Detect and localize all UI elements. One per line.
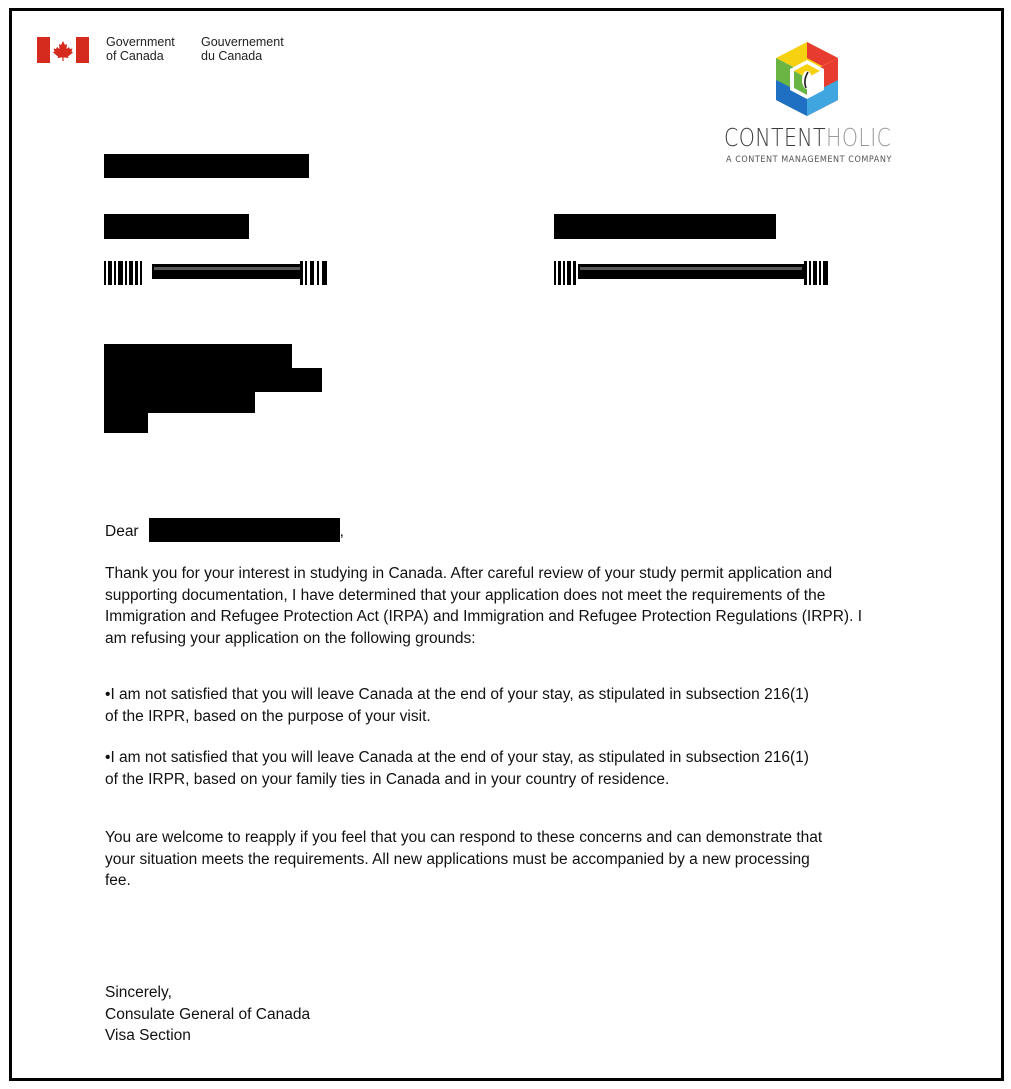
wordmark-part2: HOLIC — [825, 123, 892, 152]
government-of-canada-label — [106, 35, 175, 63]
closing-line: Consulate General of Canada — [105, 1005, 311, 1023]
redacted-block — [554, 214, 776, 239]
gouvernement-du-canada-label — [201, 35, 284, 63]
contentholic-wordmark — [724, 123, 891, 152]
closing-line: Sincerely, — [105, 984, 172, 1001]
bullet-item — [105, 747, 825, 790]
contentholic-tagline: A CONTENT MANAGEMENT COMPANY — [726, 155, 892, 165]
salutation-comma: , — [339, 523, 344, 540]
bullet-dot: • — [105, 686, 111, 703]
closing-block — [105, 982, 310, 1047]
salutation-text: Dear — [105, 523, 139, 540]
body-paragraph: Thank you for your interest in studying in Canada. After careful review of your study permit application and supporting documentation, I have determined that your application does not meet the requirements of the Immigration and Refugee Protection Act (IRPA) and Immigration and Refugee Protection Regulations (IRPR). I am refusing your application on the following grounds: — [105, 565, 862, 647]
body-paragraph: You are welcome to reapply if you feel that you can respond to these concerns and can demonstrate that your situation meets the requirements. All new applications must be accompanied by a new processing fee. — [105, 829, 823, 889]
bullet-item — [105, 684, 825, 727]
salutation — [105, 518, 344, 543]
canada-flag-icon — [37, 37, 89, 63]
gov-fr-line2: du Canada — [201, 49, 263, 63]
redacted-block — [104, 391, 255, 413]
gov-fr-line1: Gouvernement — [201, 35, 284, 49]
closing-line: Visa Section — [105, 1027, 191, 1044]
gov-en-line2: of Canada — [106, 49, 164, 63]
redacted-block — [104, 412, 148, 433]
redacted-barcode — [104, 261, 328, 285]
redacted-block — [104, 154, 309, 178]
wordmark-part1: CONTENT — [724, 123, 826, 152]
redacted-barcode — [554, 261, 828, 285]
gov-en-line1: Government — [106, 35, 175, 49]
bullet-dot: • — [105, 749, 111, 766]
redacted-name — [149, 518, 340, 542]
contentholic-logo-icon — [772, 40, 842, 120]
redacted-block — [104, 214, 249, 239]
redacted-block — [104, 368, 322, 392]
bullet-text: I am not satisfied that you will leave Canada at the end of your stay, as stipulated in subsection 216(1) of the IRPR, based on the purpose of your visit. — [105, 686, 809, 725]
redacted-block — [104, 344, 292, 369]
bullet-text: I am not satisfied that you will leave Canada at the end of your stay, as stipulated in subsection 216(1) of the IRPR, based on your family ties in Canada and in your country of residence. — [105, 749, 809, 788]
